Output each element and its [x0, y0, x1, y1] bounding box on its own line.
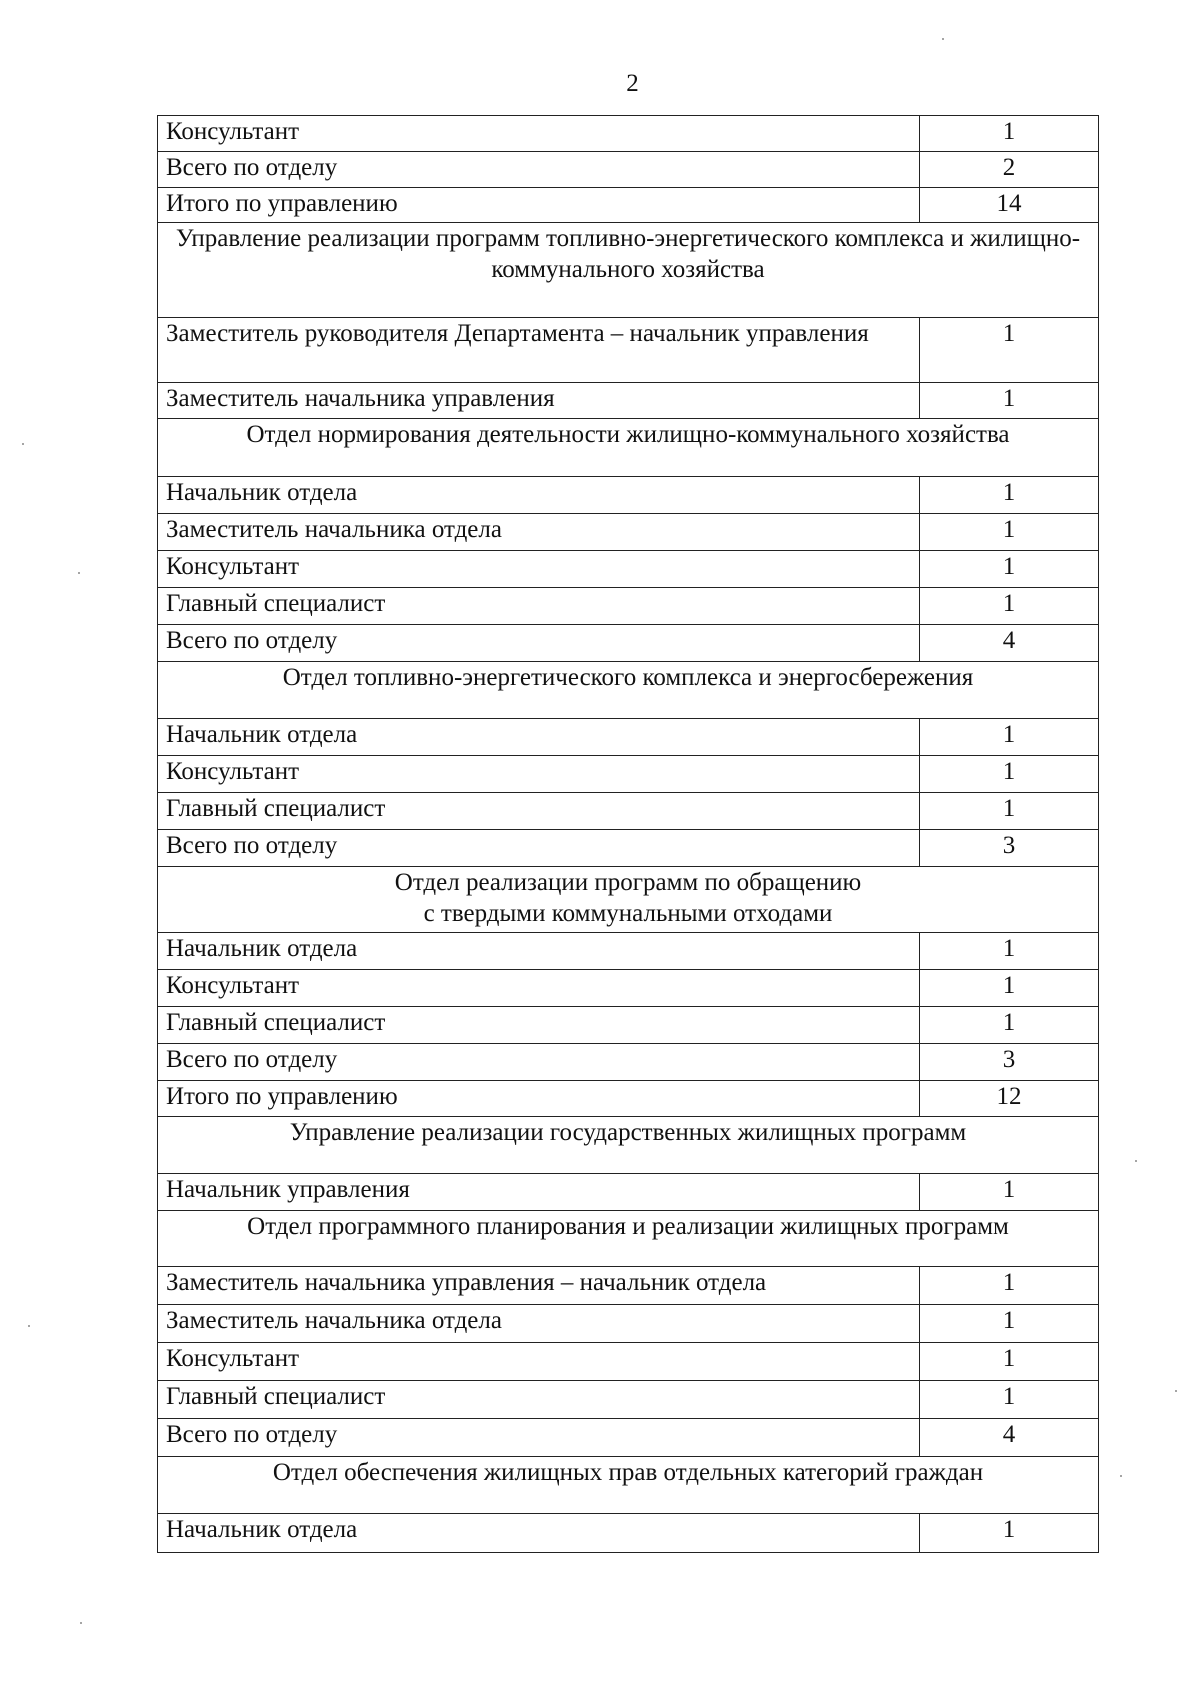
- section-header: Отдел нормирования деятельности жилищно-коммунального хозяйства: [158, 419, 1099, 477]
- position-cell: Консультант: [158, 970, 920, 1007]
- table-row: [158, 793, 1099, 830]
- table-row: [158, 933, 1099, 970]
- position-cell: Всего по отделу: [158, 1044, 920, 1081]
- count-cell: 1: [920, 1381, 1099, 1419]
- position-cell: Консультант: [158, 551, 920, 588]
- count-cell: 1: [920, 719, 1099, 756]
- count-cell: 1: [920, 588, 1099, 625]
- table-row: [158, 830, 1099, 867]
- scan-speck: [28, 1325, 30, 1327]
- position-cell: Заместитель начальника управления: [158, 383, 920, 419]
- table-row: [158, 1044, 1099, 1081]
- section-header-row: [158, 223, 1099, 318]
- section-header-row: [158, 662, 1099, 719]
- position-cell: Консультант: [158, 116, 920, 152]
- count-cell: 4: [920, 625, 1099, 662]
- table-row: [158, 1419, 1099, 1457]
- scan-speck: [942, 38, 944, 40]
- section-header: Отдел реализации программ по обращению с твердыми коммунальными отходами: [158, 867, 1099, 933]
- section-header: Отдел программного планирования и реализации жилищных программ: [158, 1211, 1099, 1267]
- section-header-row: [158, 1117, 1099, 1174]
- count-cell: 1: [920, 793, 1099, 830]
- position-cell: Главный специалист: [158, 1381, 920, 1419]
- table-row: [158, 1305, 1099, 1343]
- scan-speck: [1135, 1160, 1137, 1162]
- position-cell: Заместитель руководителя Департамента – начальник управления: [158, 318, 920, 383]
- count-cell: 1: [920, 1343, 1099, 1381]
- count-cell: 3: [920, 1044, 1099, 1081]
- section-header: Отдел топливно-энергетического комплекса и энергосбережения: [158, 662, 1099, 719]
- count-cell: 1: [920, 970, 1099, 1007]
- table-row: [158, 1343, 1099, 1381]
- count-cell: 2: [920, 152, 1099, 188]
- count-cell: 1: [920, 1007, 1099, 1044]
- position-cell: Главный специалист: [158, 1007, 920, 1044]
- position-cell: Всего по отделу: [158, 1419, 920, 1457]
- scan-speck: [22, 443, 24, 445]
- count-cell: 1: [920, 477, 1099, 514]
- position-cell: Главный специалист: [158, 793, 920, 830]
- table-row: [158, 514, 1099, 551]
- position-cell: Начальник отдела: [158, 477, 920, 514]
- table-row: [158, 719, 1099, 756]
- position-cell: Всего по отделу: [158, 625, 920, 662]
- page-number: 2: [626, 70, 639, 97]
- scan-speck: [80, 1622, 82, 1624]
- position-cell: Итого по управлению: [158, 1081, 920, 1117]
- section-header-row: [158, 867, 1099, 933]
- count-cell: 1: [920, 933, 1099, 970]
- section-header: Отдел обеспечения жилищных прав отдельных категорий граждан: [158, 1457, 1099, 1514]
- table-row: [158, 551, 1099, 588]
- table-row: [158, 588, 1099, 625]
- count-cell: 1: [920, 756, 1099, 793]
- table-row: [158, 116, 1099, 152]
- scan-speck: [78, 572, 80, 574]
- position-cell: Всего по отделу: [158, 830, 920, 867]
- count-cell: 1: [920, 514, 1099, 551]
- section-header-row: [158, 419, 1099, 477]
- count-cell: 1: [920, 551, 1099, 588]
- table-row: [158, 756, 1099, 793]
- position-cell: Консультант: [158, 756, 920, 793]
- table-row: [158, 1381, 1099, 1419]
- count-cell: 1: [920, 1267, 1099, 1305]
- scan-speck: [1120, 1475, 1122, 1477]
- position-cell: Главный специалист: [158, 588, 920, 625]
- count-cell: 14: [920, 188, 1099, 223]
- section-header: Управление реализации государственных жилищных программ: [158, 1117, 1099, 1174]
- table-row: [158, 188, 1099, 223]
- count-cell: 12: [920, 1081, 1099, 1117]
- table-row: [158, 1007, 1099, 1044]
- count-cell: 1: [920, 116, 1099, 152]
- count-cell: 1: [920, 1174, 1099, 1211]
- staffing-table: [157, 115, 1099, 1553]
- position-cell: Начальник отдела: [158, 933, 920, 970]
- position-cell: Начальник отдела: [158, 719, 920, 756]
- table-row: [158, 1174, 1099, 1211]
- position-cell: Начальник управления: [158, 1174, 920, 1211]
- position-cell: Заместитель начальника отдела: [158, 514, 920, 551]
- position-cell: Итого по управлению: [158, 188, 920, 223]
- table-row: [158, 152, 1099, 188]
- table-row: [158, 1081, 1099, 1117]
- count-cell: 1: [920, 1514, 1099, 1553]
- count-cell: 1: [920, 383, 1099, 419]
- position-cell: Заместитель начальника отдела: [158, 1305, 920, 1343]
- count-cell: 1: [920, 318, 1099, 383]
- scan-speck: [1175, 1390, 1177, 1392]
- count-cell: 3: [920, 830, 1099, 867]
- table-row: [158, 318, 1099, 383]
- table-row: [158, 970, 1099, 1007]
- table-row: [158, 383, 1099, 419]
- position-cell: Начальник отдела: [158, 1514, 920, 1553]
- section-header: Управление реализации программ топливно-энергетического комплекса и жилищно-коммунального хозяйства: [158, 223, 1099, 318]
- position-cell: Консультант: [158, 1343, 920, 1381]
- position-cell: Всего по отделу: [158, 152, 920, 188]
- table-row: [158, 625, 1099, 662]
- table-row: [158, 1514, 1099, 1553]
- count-cell: 1: [920, 1305, 1099, 1343]
- table-row: [158, 1267, 1099, 1305]
- table-row: [158, 477, 1099, 514]
- position-cell: Заместитель начальника управления – начальник отдела: [158, 1267, 920, 1305]
- section-header-row: [158, 1211, 1099, 1267]
- section-header-row: [158, 1457, 1099, 1514]
- count-cell: 4: [920, 1419, 1099, 1457]
